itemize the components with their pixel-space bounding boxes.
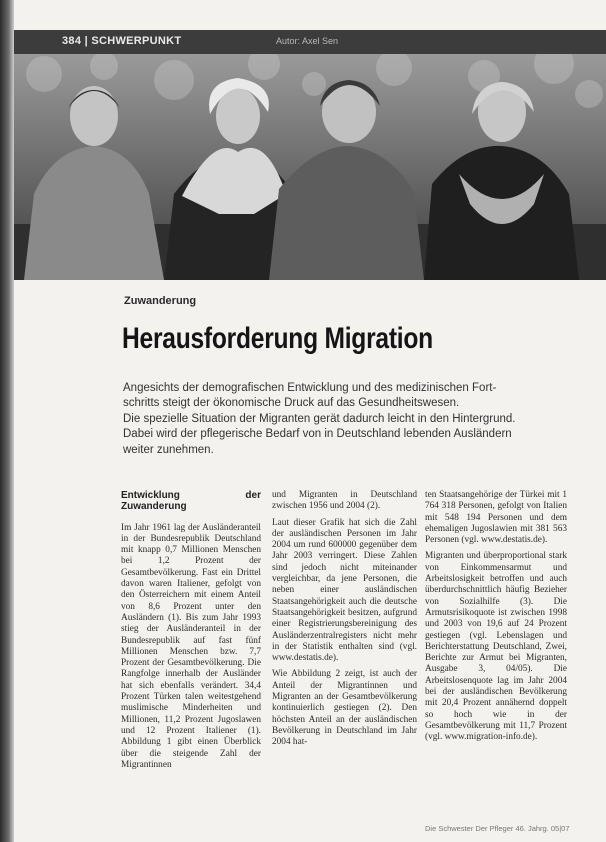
photo-four-women-on-bench-icon — [14, 54, 606, 280]
body-column-3 — [425, 490, 567, 749]
author-label: Autor: Axel Sen — [276, 36, 339, 46]
body-paragraph: Laut dieser Grafik hat sich die Zahl der ausländischen Personen im Jahr 2004 um rund 600000 gegenüber dem Jahr 2003 verringert. Diese Zahlen sind jedoch nicht miteinander vergleichbar, da jene Personen, die neben einer ausländischen Staatsangehörigkeit auch die deutsche Staatsangehörigkeit besitzen, aufgrund einer Registrierungsbereinigung des Ausländerzentralregisters nicht mehr in der Statistik enthalten sind (vgl. www.destatis.de). — [272, 517, 417, 664]
article-photo — [14, 54, 606, 280]
section-label: 384 | SCHWERPUNKT — [62, 35, 182, 47]
body-paragraph: Wie Abbildung 2 zeigt, ist auch der Anteil der Migrantinnen und Migranten an der Gesamtbevölkerung kontinuierlich gestiegen (2). Den höchsten Anteil an der ausländischen Bevölkerung in Deutschland im Jahr 2004 hat- — [272, 669, 417, 748]
body-paragraph: ten Staatsangehörige der Türkei mit 1 764 318 Personen, gefolgt von Italien mit 548 194 Personen und dem ehemaligen Jugoslawien mit 381 563 Personen (vgl. www.destatis.de). — [425, 490, 567, 546]
section-header-bar — [14, 30, 606, 54]
page-footer: Die Schwester Der Pfleger 46. Jahrg. 05|07 — [425, 824, 570, 833]
article-headline: Herausforderung Migration — [122, 322, 433, 355]
body-column-1 — [121, 490, 261, 776]
lead-line: Die spezielle Situation der Migranten gerät dadurch leicht in den Hintergrund. — [123, 412, 516, 425]
lead-line: weiter zunehmen. — [123, 443, 214, 456]
body-column-2 — [272, 490, 417, 754]
lead-line: Dabei wird der pflegerische Bedarf von in Deutschland lebenden Ausländern — [123, 428, 512, 441]
article-lead — [123, 381, 563, 458]
body-paragraph: und Migranten in Deutschland zwischen 1956 und 2004 (2). — [272, 490, 417, 512]
lead-line: Angesichts der demografischen Entwicklung und des medizinischen Fort- — [123, 382, 497, 394]
lead-line: schritts steigt der ökonomische Druck auf das Gesundheitswesen. — [123, 397, 460, 410]
body-paragraph: Im Jahr 1961 lag der Ausländeranteil in der Bundesrepublik Deutschland mit knapp 0,7 Millionen Menschen bei 1,2 Prozent der Gesamtbevölkerung. Fast ein Drittel davon waren Italiener, gefolgt von den Österreichern mit einem Anteil von 8,6 Prozent unter den Ausländern (1). Bis zum Jahr 1993 stieg der Ausländeranteil in der Bundesrepublik auf fast fünf Millionen Menschen bzw. 7,7 Prozent der Gesamtbevölkerung. Die Rangfolge innerhalb der Ausländer hat sich ebenfalls verändert. 34,4 Prozent Türken talen weitestgehend muslimische Minderheiten und Millionen, 11,2 Prozent Jugoslawen und 12 Prozent Italiener (1). Abbildung 1 gibt einen Überblick über die steigende Zahl der Migrantinnen — [121, 522, 261, 770]
body-paragraph: Migranten und überproportional stark von Einkommensarmut und Arbeitslosigkeit betroffen und auch überdurchschnittlich häufig Bezieher von Sozialhilfe (3). Die Armutsrisikoquote ist zwischen 1998 und 2003 von 19,6 auf 24 Prozent gestiegen (vgl. Lebenslagen und Berichterstattung Deutschland, Zwei, Berichte zur Armut bei Migranten, Ausgabe 3, 04/05). Die Arbeitslosenquote lag im Jahr 2004 bei der ausländischen Bevölkerung mit 20,4 Prozent annähernd doppelt so hoch wie in der Gesamtbevölkerung mit 11,7 Prozent (vgl. www.migration-info.de). — [425, 551, 567, 743]
article-kicker: Zuwanderung — [124, 295, 197, 307]
subheading: Entwicklung der Zuwanderung — [121, 490, 261, 513]
page-spine-shadow — [0, 0, 14, 842]
